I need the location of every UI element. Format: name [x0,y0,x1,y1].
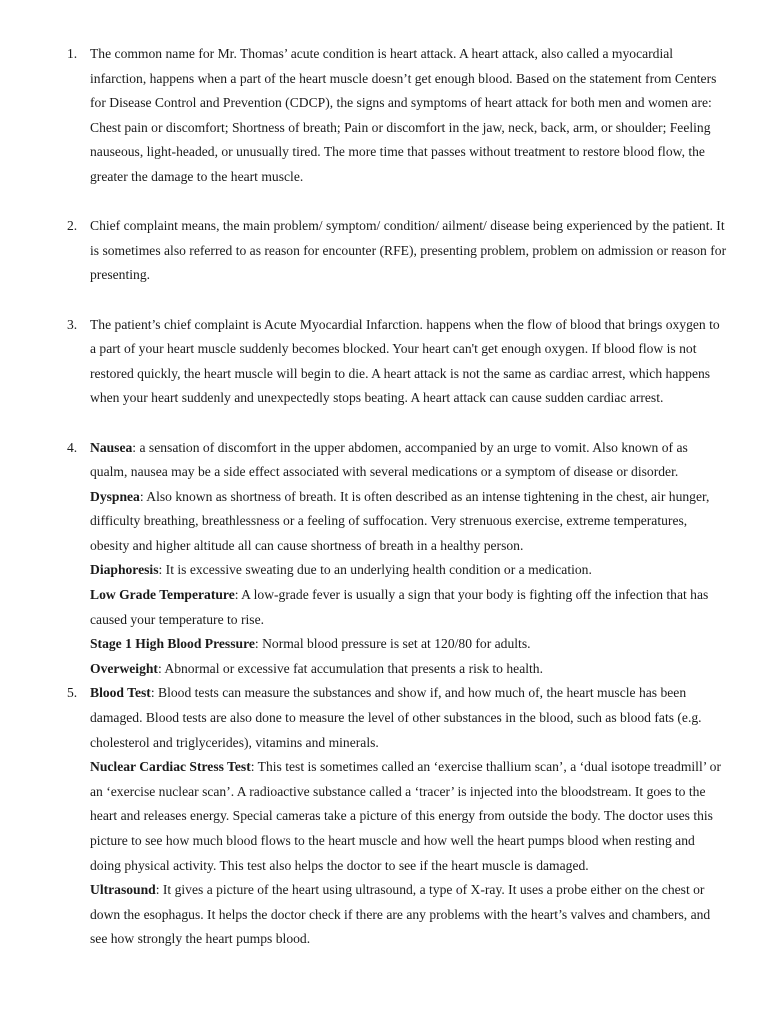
definition-ultrasound [90,878,728,952]
definition-text: : Blood tests can measure the substances and show if, and how much of, the heart muscle has been damaged. Blood tests are also done to measure the level of other substances in the blood, such as blood fats (e.g. cholesterol and triglycerides), vitamins and minerals. [90,685,702,750]
definition-text: : It is excessive sweating due to an underlying health condition or a medication. [158,562,592,578]
list-number: 5. [67,685,78,701]
term-label: Overweight [90,660,158,676]
term-label: Nuclear Cardiac Stress Test [90,759,251,775]
definition-text: : a sensation of discomfort in the upper abdomen, accompanied by an urge to vomit. Also known of as qualm, nausea may be a side effect associated with several medications or a symptom of disease or disorder. [90,439,688,480]
list-item-3 [0,313,728,411]
definition-text: : It gives a picture of the heart using ultrasound, a type of X-ray. It uses a probe either on the chest or down the esophagus. It helps the doctor check if there are any problems with the heart’s valves and chambers, and see how strongly the heart pumps blood. [90,882,711,947]
list-item-1 [0,42,728,190]
paragraph [90,42,728,190]
term-label: Ultrasound [90,882,156,898]
definition-high-blood-pressure [90,632,728,657]
definition-blood-test [90,681,728,755]
definition-text: : This test is sometimes called an ‘exercise thallium scan’, a ‘dual isotope treadmill’ or an ‘exercise nuclear scan’. A radioactive substance called a ‘tracer’ is injected into the bloodstream. It goes to the heart and releases energy. Special cameras take a picture of this energy from outside the body. The doctor uses this picture to see how much blood flows to the heart muscle and how well the heart pumps blood when resting and doing physical activity. This test also helps the doctor to see if the heart muscle is damaged. [90,759,721,873]
definition-text: : Abnormal or excessive fat accumulation that presents a risk to health. [157,660,543,676]
paragraph [90,313,728,411]
paragraph [90,214,728,288]
paragraph-text: The common name for Mr. Thomas’ acute condition is heart attack. A heart attack, also called a myocardial infarction, happens when a part of the heart muscle doesn’t get enough blood. Based on the statement from Centers for Disease Control and Prevention (CDCP), the signs and symptoms of heart attack for both men and women are: Chest pain or discomfort; Shortness of breath; Pain or discomfort in the jaw, neck, back, arm, or shoulder; Feeling nauseous, light-headed, or unusually tired. The more time that passes without treatment to restore blood flow, the greater the damage to the heart muscle. [90,46,717,184]
list-item-5 [0,681,728,952]
definition-text: : Also known as shortness of breath. It is often described as an intense tightening in the chest, air hunger, difficulty breathing, breathlessness or a feeling of suffocation. Very strenuous exercise, extreme temperatures, obesity and higher altitude all can cause shortness of breath in a healthy person. [90,488,710,553]
term-label: Low Grade Temperature [90,587,235,603]
term-label: Dyspnea [90,488,140,504]
paragraph-text: The patient’s chief complaint is Acute Myocardial Infarction. happens when the flow of blood that brings oxygen to a part of your heart muscle suddenly becomes blocked. Your heart can't get enough oxygen. If blood flow is not restored quickly, the heart muscle will begin to die. A heart attack is not the same as cardiac arrest, which happens when your heart suddenly and unexpectedly stops beating. A heart attack can cause sudden cardiac arrest. [90,316,720,406]
definition-text: : Normal blood pressure is set at 120/80 for adults. [254,636,531,652]
list-number: 2. [67,218,78,234]
term-label: Blood Test [90,685,151,701]
paragraph-text: Chief complaint means, the main problem/ symptom/ condition/ ailment/ disease being experienced by the patient. It is sometimes also referred to as reason for encounter (RFE), presenting problem, problem on admission or reason for presenting. [90,218,727,283]
term-label: Diaphoresis [90,562,159,578]
definition-text: : A low-grade fever is usually a sign that your body is fighting off the infection that has caused your temperature to rise. [90,587,709,627]
term-label: Nausea [90,439,133,455]
definition-dyspnea [90,485,728,559]
list-number: 4. [67,439,78,455]
list-item-2 [0,214,728,288]
definition-nausea [90,436,728,485]
definition-diaphoresis [90,558,728,583]
list-number: 1. [67,46,78,61]
definition-low-grade-temperature [90,583,728,632]
list-number: 3. [67,316,78,332]
definition-overweight [90,657,728,682]
definition-nuclear-stress-test [90,755,728,878]
list-item-4 [0,436,728,682]
term-label: Stage 1 High Blood Pressure [90,636,255,652]
